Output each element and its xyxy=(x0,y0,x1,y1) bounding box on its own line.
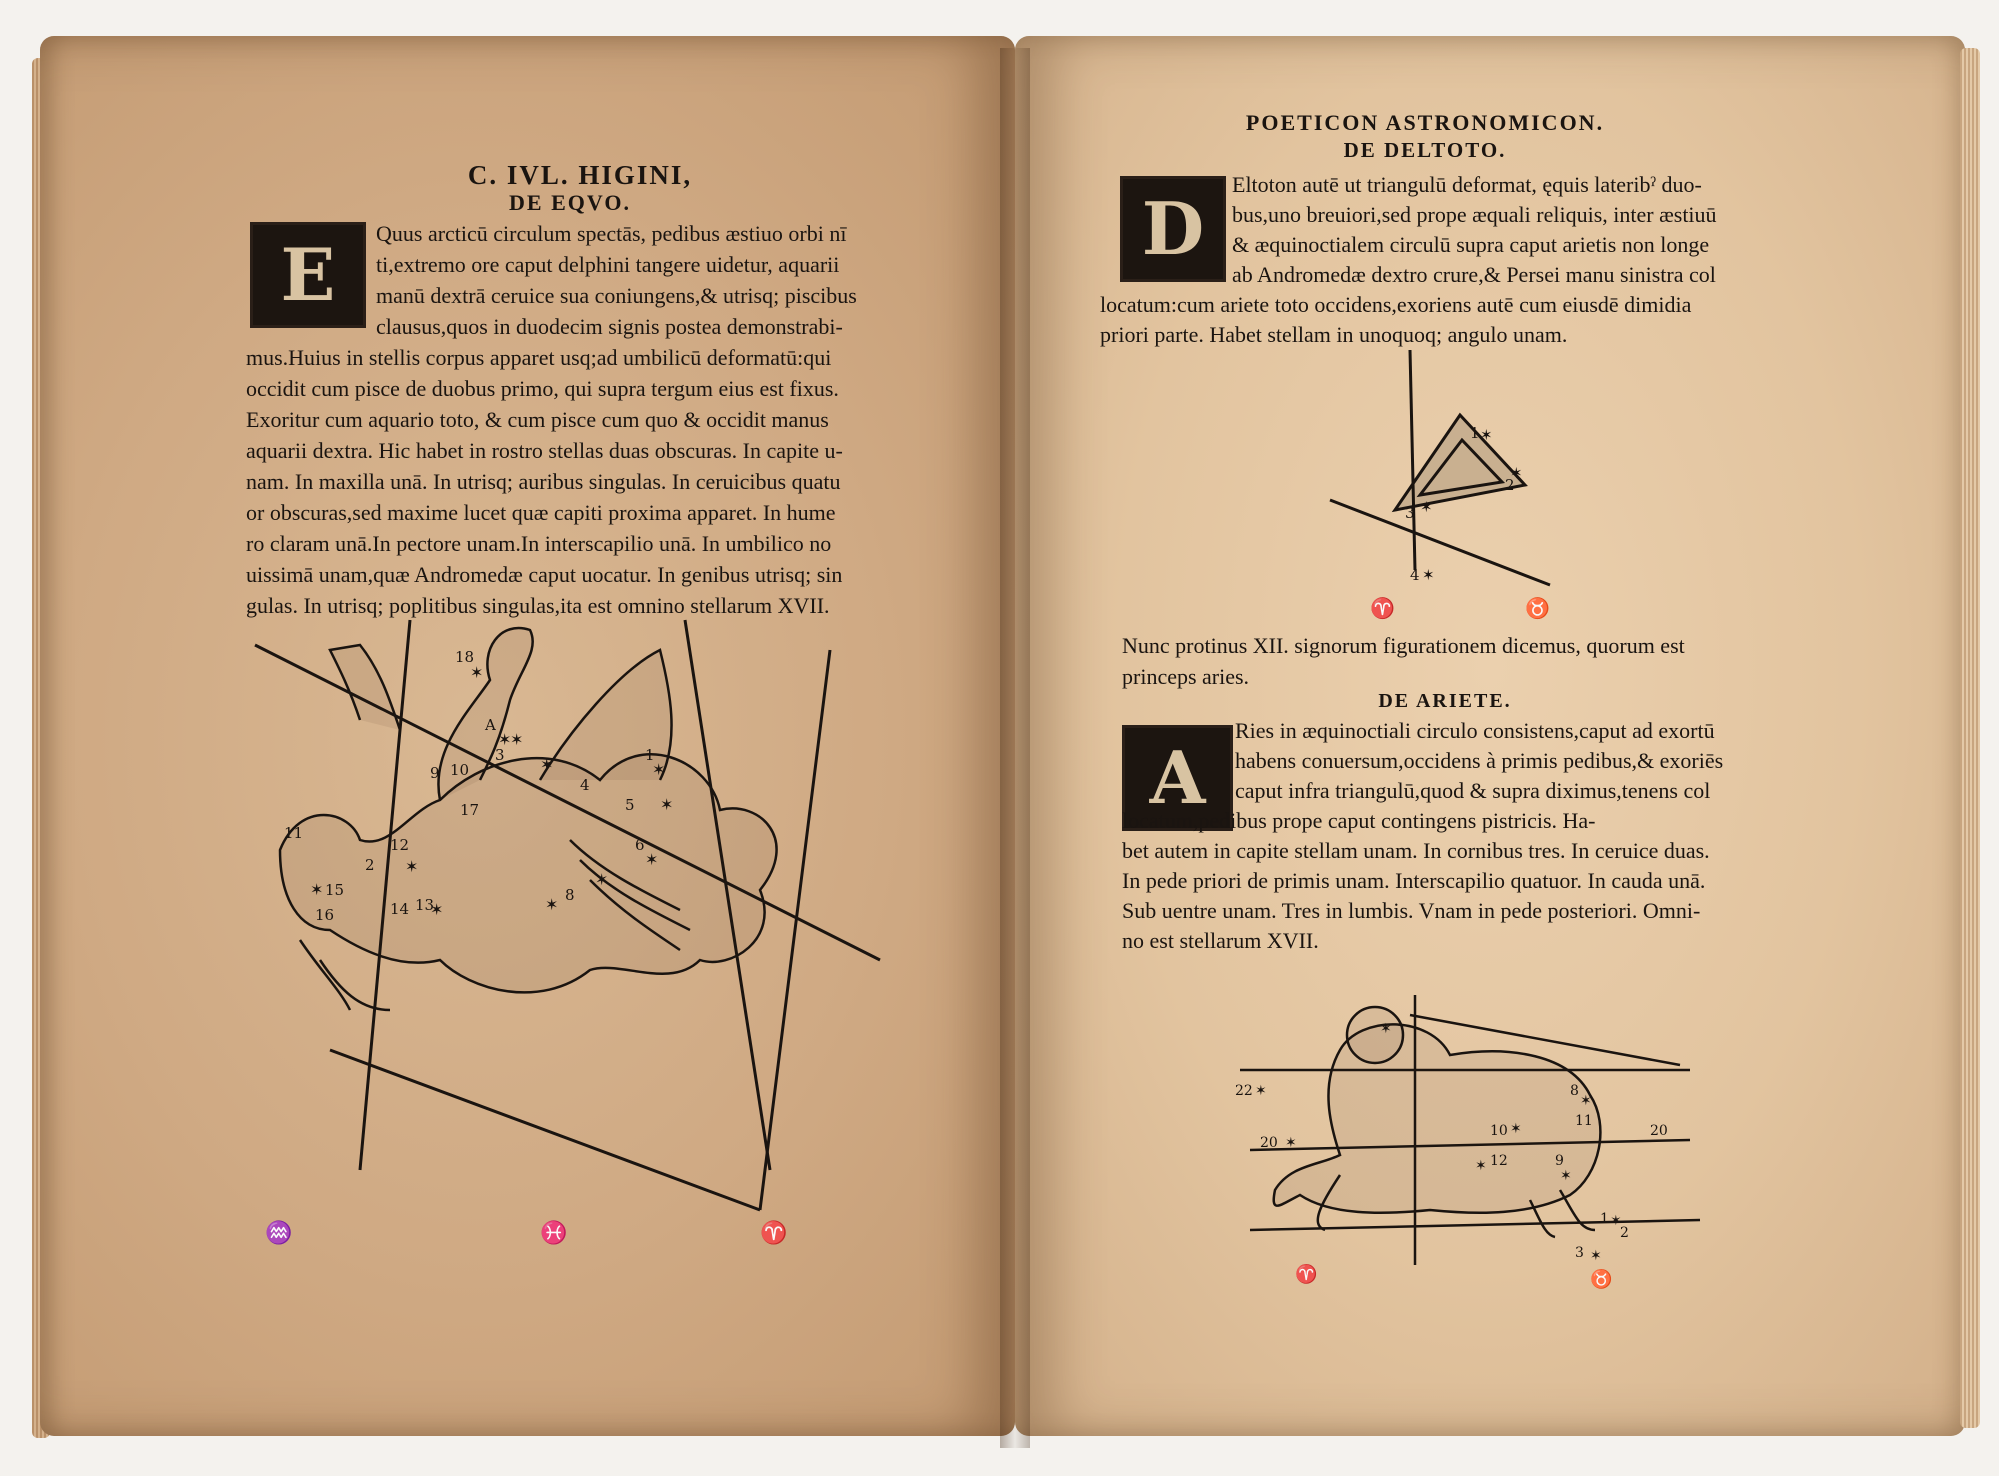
aries-body-line: locatum,pedibus prope caput contingens pistricis. Ha- xyxy=(1122,808,1596,833)
zodiac-sign-aquarius: ♒ xyxy=(265,1221,293,1246)
svg-text:✶: ✶ xyxy=(1510,464,1523,482)
ram-star-label: 3 xyxy=(1575,1245,1584,1261)
svg-text:✶: ✶ xyxy=(645,850,659,869)
aries-body-line: Ries in æquinoctiali circulo consistens,caput ad exortū xyxy=(1235,718,1715,743)
left-body-line: ro claram unā.In pectore unam.In interscapilio unā. In umbilico no xyxy=(246,531,832,556)
left-body-line: or obscuras,sed maxime lucet quæ capiti proxima apparet. In hume xyxy=(246,500,836,525)
pegasus-body xyxy=(280,628,777,1010)
aries-body-line: Sub uentre unam. Tres in lumbis. Vnam in pede posteriori. Omni- xyxy=(1122,898,1701,923)
svg-text:✶: ✶ xyxy=(1380,1021,1392,1037)
aries-body-line: caput infra triangulū,quod & supra diximus,tenens col xyxy=(1235,778,1711,803)
right-body-line: ab Andromedæ dextro crure,& Persei manu sinistra col xyxy=(1232,262,1716,287)
svg-text:✶: ✶ xyxy=(498,730,512,749)
svg-text:✶: ✶ xyxy=(1610,1213,1622,1229)
star-label: 12 xyxy=(390,836,410,854)
zodiac-sign-pisces: ♓ xyxy=(540,1221,568,1246)
aries-body-line: In pede priori de primis unam. Interscapilio quatuor. In cauda unā. xyxy=(1122,868,1706,893)
star-label: 16 xyxy=(315,906,335,924)
ram-star-label: 20 xyxy=(1260,1135,1278,1151)
svg-text:✶: ✶ xyxy=(545,895,559,914)
svg-text:✶: ✶ xyxy=(595,870,609,889)
star-label: 11 xyxy=(284,824,304,842)
star-label: 2 xyxy=(365,856,375,874)
pegasus-woodcut xyxy=(240,610,900,1270)
right-body-line: priori parte. Habet stellam in unoquoq; angulo unam. xyxy=(1100,322,1568,347)
ram-star-label: 10 xyxy=(1490,1123,1508,1139)
star-label: 13 xyxy=(415,896,435,914)
left-body-line: Exoritur cum aquario toto, & cum pisce cum quo & occidit manus xyxy=(246,407,829,432)
star-label: 8 xyxy=(565,886,575,904)
svg-text:✶: ✶ xyxy=(405,857,419,876)
star-label: 18 xyxy=(455,648,475,666)
star-label: 17 xyxy=(460,801,480,819)
left-body-line: nam. In maxilla unā. In utrisq; auribus singulas. In ceruicibus quatu xyxy=(246,469,841,494)
zodiac-sign-taurus: ♉ xyxy=(1590,1269,1613,1290)
svg-text:✶: ✶ xyxy=(510,730,524,749)
right-section-title: DE DELTOTO. xyxy=(1343,138,1507,162)
transition-line: Nunc protinus XII. signorum figurationem dicemus, quorum est xyxy=(1122,633,1685,658)
ram-star-label: 1 xyxy=(1600,1211,1609,1227)
pegasus-zodiac-signs xyxy=(265,1220,787,1246)
aries-woodcut xyxy=(1230,975,1710,1295)
star-label: A xyxy=(485,716,496,734)
triangulum-woodcut xyxy=(1310,340,1570,620)
svg-text:✶: ✶ xyxy=(1422,566,1435,584)
svg-text:✶: ✶ xyxy=(470,663,484,682)
right-body-line: locatum:cum ariete toto occidens,exoriens autē cum eiusdē dimidia xyxy=(1100,292,1692,317)
left-body-line: aquarii dextra. Hic habet in rostro stellas duas obscuras. In capite u- xyxy=(246,438,843,463)
zodiac-sign-taurus: ♉ xyxy=(1525,596,1550,620)
svg-text:✶: ✶ xyxy=(1255,1083,1267,1099)
svg-text:✶: ✶ xyxy=(1560,1168,1572,1184)
svg-text:✶: ✶ xyxy=(310,880,324,899)
star-label: 9 xyxy=(430,764,440,782)
svg-text:✶: ✶ xyxy=(1510,1121,1522,1137)
aries-section-title: DE ARIETE. xyxy=(1378,690,1512,712)
right-body-line: & æquinoctialem circulū supra caput arietis non longe xyxy=(1232,232,1710,257)
aries-initial-glyph: A xyxy=(1149,735,1206,820)
svg-text:✶: ✶ xyxy=(430,900,444,919)
right-initial-glyph: D xyxy=(1141,186,1205,271)
triangle-star-label: 1 xyxy=(1470,424,1480,442)
star-label: 5 xyxy=(625,796,635,814)
svg-text:✶: ✶ xyxy=(1480,426,1493,444)
zodiac-sign-aries: ♈ xyxy=(760,1221,788,1246)
left-running-head: C. IVL. HIGINI, xyxy=(467,160,693,190)
svg-text:✶: ✶ xyxy=(660,795,674,814)
left-body-text xyxy=(246,218,886,621)
star-label: 6 xyxy=(635,836,645,854)
left-section-title: DE EQVO. xyxy=(509,190,631,215)
ram-star-label: 9 xyxy=(1555,1153,1564,1169)
left-body-line: Quus arcticū circulum spectās, pedibus æstiuo orbi nī xyxy=(376,221,847,246)
aries-body-line: habens conuersum,occidens à primis pedibus,& exoriēs xyxy=(1235,748,1724,773)
left-body-line: gulas. In utrisq; poplitibus singulas,ita est omnino stellarum XVII. xyxy=(246,593,830,618)
left-body-line: mus.Huius in stellis corpus apparet usq;ad umbilicū deformatū:qui xyxy=(246,345,832,370)
ram-star-label: 12 xyxy=(1490,1153,1508,1169)
triangle-star-label: 3 xyxy=(1405,504,1415,522)
svg-text:✶: ✶ xyxy=(540,755,554,774)
right-body-text xyxy=(1100,170,1760,350)
ram-star-label: 11 xyxy=(1575,1113,1593,1129)
left-body-line: clausus,quos in duodecim signis postea demonstrabi- xyxy=(376,314,843,339)
right-running-head: POETICON ASTRONOMICON. xyxy=(1245,110,1605,135)
zodiac-sign-aries: ♈ xyxy=(1370,596,1395,620)
star-label: 4 xyxy=(580,776,590,794)
left-body-line: uissimā unam,quæ Andromedæ caput uocatur. In genibus utrisq; sin xyxy=(246,562,843,587)
right-body-line: Eltoton autē ut triangulū deformat, ęquis lateribˀ duo- xyxy=(1232,172,1702,197)
svg-text:✶: ✶ xyxy=(1420,498,1433,516)
svg-text:✶: ✶ xyxy=(1580,1093,1592,1109)
ram-star-label: 2 xyxy=(1620,1225,1629,1241)
transition-text xyxy=(1122,630,1782,692)
star-label: 14 xyxy=(390,900,410,918)
triangle-star-label: 4 xyxy=(1410,566,1420,584)
aries-body-text xyxy=(1122,716,1772,956)
zodiac-sign-aries: ♈ xyxy=(1295,1264,1318,1285)
transition-line: princeps aries. xyxy=(1122,664,1250,689)
ram-star-label: 20 xyxy=(1650,1123,1668,1139)
left-body-line: ti,extremo ore caput delphini tangere uidetur, aquarii xyxy=(376,252,840,277)
right-page-edges xyxy=(1960,48,1980,1428)
ram-star-label: 22 xyxy=(1235,1083,1253,1099)
star-label: 10 xyxy=(450,761,470,779)
figure-guide-line xyxy=(330,1050,760,1210)
star-label: 1 xyxy=(645,746,655,764)
left-body-line: occidit cum pisce de duobus primo, qui supra tergum eius est fixus. xyxy=(246,376,839,401)
triangle-star-label: 2 xyxy=(1505,476,1515,494)
left-body-line: manū dextrā ceruice sua coniungens,& utrisq; piscibus xyxy=(376,283,857,308)
star-label: 3 xyxy=(495,746,505,764)
svg-text:✶: ✶ xyxy=(1285,1135,1297,1151)
ram-star-label: 8 xyxy=(1570,1083,1579,1099)
star-label: 15 xyxy=(325,881,345,899)
aries-body-line: no est stellarum XVII. xyxy=(1122,928,1319,953)
svg-text:✶: ✶ xyxy=(652,760,666,779)
svg-text:✶: ✶ xyxy=(1590,1248,1602,1264)
book-gutter xyxy=(1000,48,1030,1448)
svg-text:✶: ✶ xyxy=(1475,1158,1487,1174)
aries-body-line: bet autem in capite stellam unam. In cornibus tres. In ceruice duas. xyxy=(1122,838,1710,863)
left-initial-glyph: E xyxy=(280,232,336,317)
right-body-line: bus,uno breuiori,sed prope æquali reliquis, inter æstiuū xyxy=(1232,202,1717,227)
